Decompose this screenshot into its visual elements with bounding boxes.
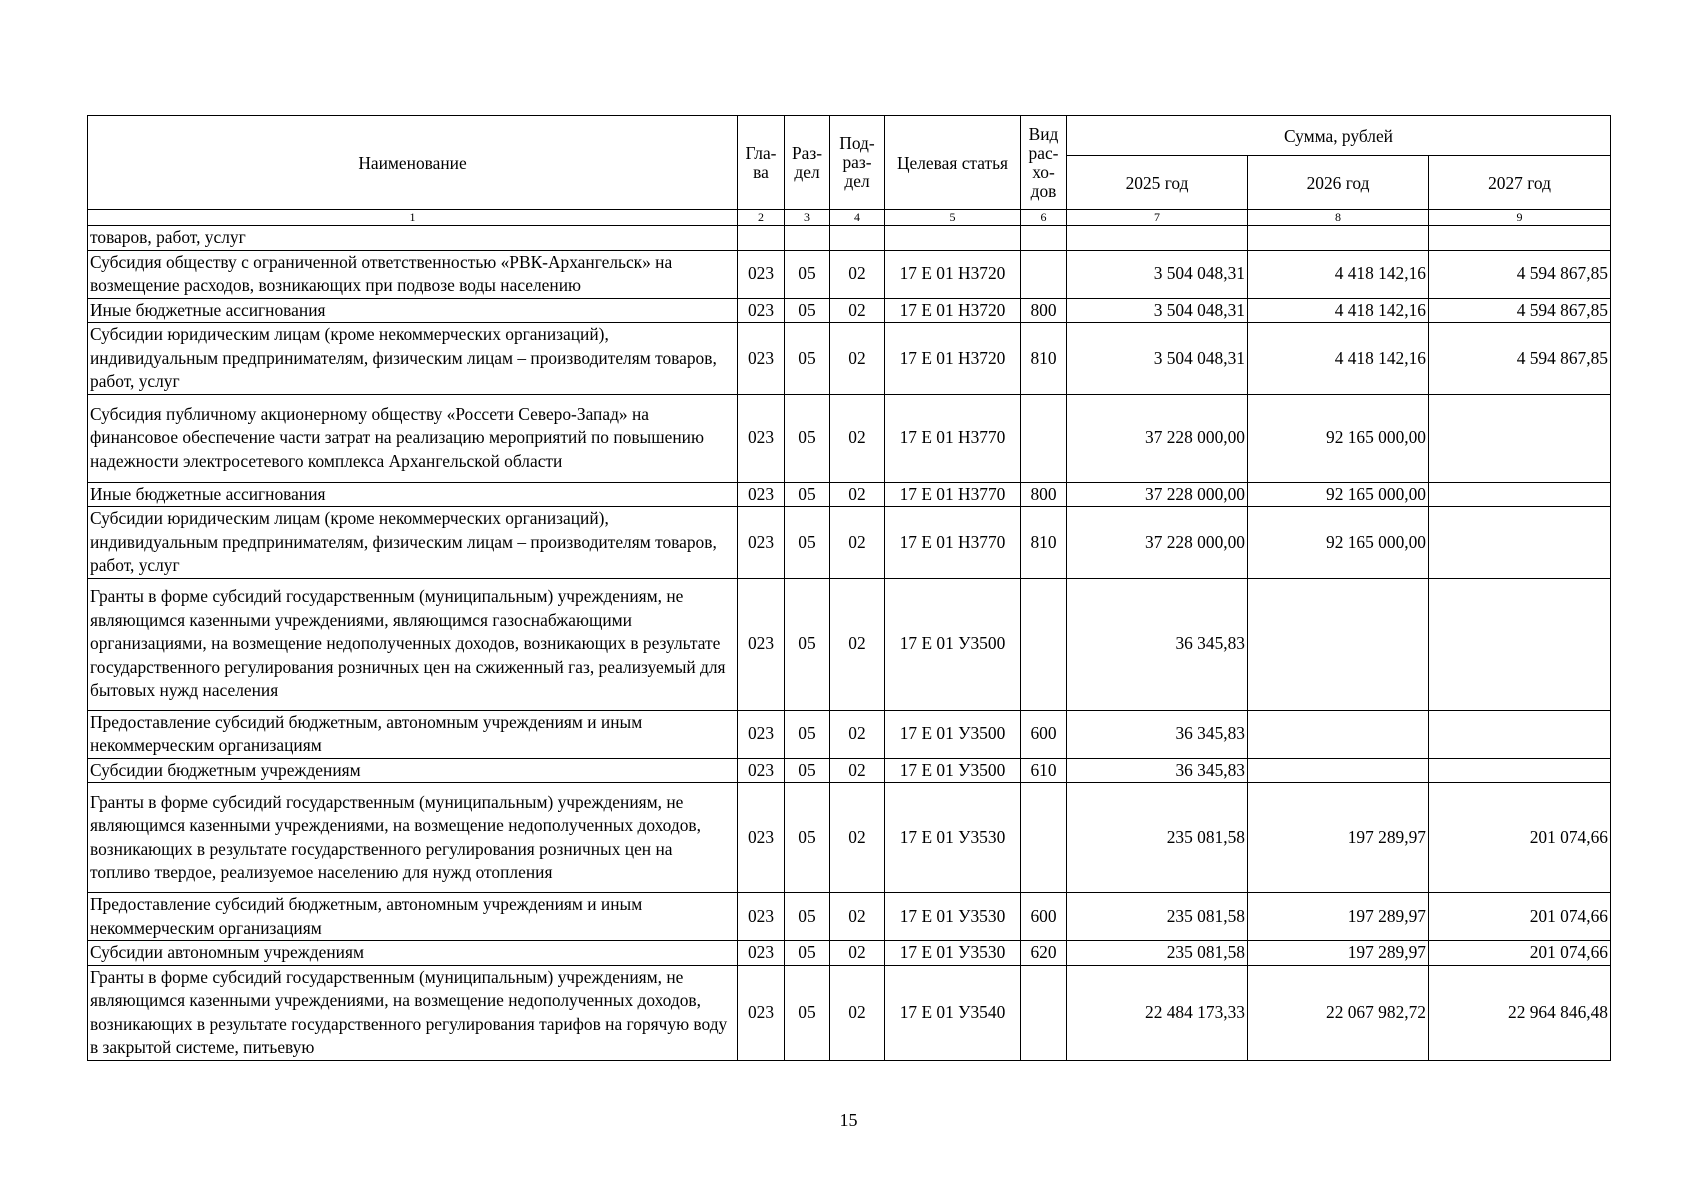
row-sum-2025: 37 228 000,00	[1067, 507, 1248, 579]
row-name: Субсидии бюджетным учреждениям	[88, 758, 738, 783]
row-name: Гранты в форме субсидий государственным (муниципальным) учреждениям, не являющимся казенными учреждениями, являющимся газоснабжающими организациями, на возмещение недополученных доходов, возникающих в результате государственного регулирования розничных цен на сжиженный газ, реализуемый для бытовых нужд населения	[88, 578, 738, 710]
row-glava: 023	[738, 250, 785, 298]
page-number: 15	[839, 1110, 858, 1130]
row-razdel: 05	[785, 758, 830, 783]
row-name: Субсидии автономным учреждениям	[88, 941, 738, 966]
row-sum-2025: 235 081,58	[1067, 893, 1248, 941]
row-celevaya-statya: 17 Е 01 У3500	[885, 578, 1021, 710]
row-celevaya-statya	[885, 226, 1021, 251]
row-razdel: 05	[785, 394, 830, 482]
table-row	[88, 941, 1611, 966]
row-podrazdel: 02	[830, 965, 885, 1060]
row-sum-2026: 4 418 142,16	[1248, 250, 1429, 298]
row-sum-2026	[1248, 710, 1429, 758]
row-sum-2027: 201 074,66	[1429, 893, 1611, 941]
column-number: 6	[1021, 210, 1067, 226]
row-vid-rashodov: 800	[1021, 482, 1067, 507]
row-podrazdel: 02	[830, 507, 885, 579]
row-podrazdel: 02	[830, 783, 885, 893]
row-sum-2026: 4 418 142,16	[1248, 323, 1429, 395]
table-row	[88, 323, 1611, 395]
row-celevaya-statya: 17 Е 01 У3530	[885, 941, 1021, 966]
row-razdel: 05	[785, 250, 830, 298]
row-vid-rashodov: 810	[1021, 323, 1067, 395]
row-celevaya-statya: 17 Е 01 У3540	[885, 965, 1021, 1060]
row-celevaya-statya: 17 Е 01 Н3770	[885, 482, 1021, 507]
row-celevaya-statya: 17 Е 01 У3530	[885, 893, 1021, 941]
row-celevaya-statya: 17 Е 01 У3530	[885, 783, 1021, 893]
row-name: Предоставление субсидий бюджетным, автономным учреждениям и иным некоммерческим организациям	[88, 893, 738, 941]
row-glava: 023	[738, 578, 785, 710]
row-sum-2026	[1248, 578, 1429, 710]
row-sum-2027	[1429, 758, 1611, 783]
row-podrazdel: 02	[830, 710, 885, 758]
row-vid-rashodov: 810	[1021, 507, 1067, 579]
row-name: Субсидии юридическим лицам (кроме некоммерческих организаций), индивидуальным предпринимателям, физическим лицам – производителям товаров, работ, услуг	[88, 507, 738, 579]
row-glava: 023	[738, 710, 785, 758]
table-body	[88, 226, 1611, 1061]
table-row	[88, 893, 1611, 941]
row-sum-2025: 235 081,58	[1067, 783, 1248, 893]
row-sum-2026: 92 165 000,00	[1248, 394, 1429, 482]
row-celevaya-statya: 17 Е 01 Н3720	[885, 298, 1021, 323]
row-name: Гранты в форме субсидий государственным (муниципальным) учреждениям, не являющимся казенными учреждениями, на возмещение недополученных доходов, возникающих в результате государственного регулирования розничных цен на топливо твердое, реализуемое населению для нужд отопления	[88, 783, 738, 893]
row-name: товаров, работ, услуг	[88, 226, 738, 251]
header-year-2027: 2027 год	[1429, 156, 1611, 210]
row-razdel	[785, 226, 830, 251]
row-sum-2027	[1429, 226, 1611, 251]
row-podrazdel	[830, 226, 885, 251]
row-glava: 023	[738, 783, 785, 893]
row-podrazdel: 02	[830, 578, 885, 710]
row-glava: 023	[738, 507, 785, 579]
row-vid-rashodov	[1021, 578, 1067, 710]
row-podrazdel: 02	[830, 941, 885, 966]
row-sum-2027	[1429, 507, 1611, 579]
row-vid-rashodov	[1021, 965, 1067, 1060]
row-celevaya-statya: 17 Е 01 Н3770	[885, 507, 1021, 579]
row-podrazdel: 02	[830, 758, 885, 783]
table-row	[88, 482, 1611, 507]
row-vid-rashodov: 620	[1021, 941, 1067, 966]
row-razdel: 05	[785, 323, 830, 395]
row-name: Субсидии юридическим лицам (кроме некоммерческих организаций), индивидуальным предпринимателям, физическим лицам – производителям товаров, работ, услуг	[88, 323, 738, 395]
row-razdel: 05	[785, 893, 830, 941]
row-razdel: 05	[785, 941, 830, 966]
row-vid-rashodov	[1021, 783, 1067, 893]
row-podrazdel: 02	[830, 323, 885, 395]
row-podrazdel: 02	[830, 482, 885, 507]
row-sum-2026: 22 067 982,72	[1248, 965, 1429, 1060]
table-row	[88, 965, 1611, 1060]
column-number: 2	[738, 210, 785, 226]
header-year-2025: 2025 год	[1067, 156, 1248, 210]
row-sum-2025	[1067, 226, 1248, 251]
row-vid-rashodov	[1021, 394, 1067, 482]
row-sum-2027: 201 074,66	[1429, 941, 1611, 966]
row-sum-2027: 201 074,66	[1429, 783, 1611, 893]
row-sum-2025: 235 081,58	[1067, 941, 1248, 966]
table-row	[88, 507, 1611, 579]
row-celevaya-statya: 17 Е 01 Н3770	[885, 394, 1021, 482]
column-number: 9	[1429, 210, 1611, 226]
row-sum-2027: 4 594 867,85	[1429, 298, 1611, 323]
row-sum-2026: 92 165 000,00	[1248, 482, 1429, 507]
row-glava: 023	[738, 394, 785, 482]
row-vid-rashodov: 600	[1021, 893, 1067, 941]
row-name: Иные бюджетные ассигнования	[88, 482, 738, 507]
row-sum-2026: 92 165 000,00	[1248, 507, 1429, 579]
row-sum-2025: 3 504 048,31	[1067, 323, 1248, 395]
header-glava: Гла-ва	[738, 116, 785, 210]
row-razdel: 05	[785, 783, 830, 893]
row-celevaya-statya: 17 Е 01 Н3720	[885, 250, 1021, 298]
row-celevaya-statya: 17 Е 01 У3500	[885, 710, 1021, 758]
table-row	[88, 710, 1611, 758]
budget-table	[87, 115, 1611, 1061]
table-row	[88, 226, 1611, 251]
row-name: Субсидия публичному акционерному обществу «Россети Северо-Запад» на финансовое обеспечение части затрат на реализацию мероприятий по повышению надежности электросетевого комплекса Архангельской области	[88, 394, 738, 482]
header-summa: Сумма, рублей	[1067, 116, 1611, 156]
row-glava: 023	[738, 941, 785, 966]
column-number: 1	[88, 210, 738, 226]
column-number-row	[88, 210, 1611, 226]
row-sum-2026: 197 289,97	[1248, 783, 1429, 893]
row-sum-2026	[1248, 226, 1429, 251]
row-sum-2025: 3 504 048,31	[1067, 298, 1248, 323]
row-vid-rashodov	[1021, 250, 1067, 298]
table-row	[88, 298, 1611, 323]
row-glava: 023	[738, 298, 785, 323]
row-podrazdel: 02	[830, 298, 885, 323]
header-razdel: Раз-дел	[785, 116, 830, 210]
row-sum-2025: 36 345,83	[1067, 578, 1248, 710]
row-razdel: 05	[785, 710, 830, 758]
row-razdel: 05	[785, 298, 830, 323]
row-sum-2026	[1248, 758, 1429, 783]
column-number: 5	[885, 210, 1021, 226]
header-celevaya-statya: Целевая статья	[885, 116, 1021, 210]
row-razdel: 05	[785, 507, 830, 579]
row-sum-2026: 4 418 142,16	[1248, 298, 1429, 323]
row-sum-2025: 36 345,83	[1067, 758, 1248, 783]
header-podrazdel: Под-раз-дел	[830, 116, 885, 210]
table-row	[88, 783, 1611, 893]
row-sum-2027: 4 594 867,85	[1429, 323, 1611, 395]
table-row	[88, 758, 1611, 783]
row-razdel: 05	[785, 578, 830, 710]
row-glava: 023	[738, 482, 785, 507]
row-celevaya-statya: 17 Е 01 У3500	[885, 758, 1021, 783]
row-sum-2027	[1429, 710, 1611, 758]
row-name: Иные бюджетные ассигнования	[88, 298, 738, 323]
column-number: 7	[1067, 210, 1248, 226]
column-number: 4	[830, 210, 885, 226]
row-glava: 023	[738, 893, 785, 941]
header-name: Наименование	[88, 116, 738, 210]
row-sum-2025: 36 345,83	[1067, 710, 1248, 758]
row-vid-rashodov: 800	[1021, 298, 1067, 323]
row-podrazdel: 02	[830, 250, 885, 298]
row-celevaya-statya: 17 Е 01 Н3720	[885, 323, 1021, 395]
row-sum-2025: 3 504 048,31	[1067, 250, 1248, 298]
table-row	[88, 250, 1611, 298]
row-glava: 023	[738, 758, 785, 783]
row-sum-2026: 197 289,97	[1248, 893, 1429, 941]
row-sum-2026: 197 289,97	[1248, 941, 1429, 966]
column-number: 3	[785, 210, 830, 226]
row-podrazdel: 02	[830, 394, 885, 482]
row-glava: 023	[738, 965, 785, 1060]
row-glava	[738, 226, 785, 251]
row-sum-2025: 37 228 000,00	[1067, 394, 1248, 482]
row-name: Гранты в форме субсидий государственным (муниципальным) учреждениям, не являющимся казенными учреждениями, на возмещение недополученных доходов, возникающих в результате государственного регулирования тарифов на горячую воду в закрытой системе, питьевую	[88, 965, 738, 1060]
row-name: Субсидия обществу с ограниченной ответственностью «РВК-Архангельск» на возмещение расходов, возникающих при подвозе воды населению	[88, 250, 738, 298]
table-row	[88, 578, 1611, 710]
table-row	[88, 394, 1611, 482]
row-podrazdel: 02	[830, 893, 885, 941]
row-name: Предоставление субсидий бюджетным, автономным учреждениям и иным некоммерческим организациям	[88, 710, 738, 758]
row-vid-rashodov: 610	[1021, 758, 1067, 783]
row-sum-2025: 22 484 173,33	[1067, 965, 1248, 1060]
row-razdel: 05	[785, 965, 830, 1060]
row-sum-2025: 37 228 000,00	[1067, 482, 1248, 507]
row-vid-rashodov	[1021, 226, 1067, 251]
row-sum-2027: 4 594 867,85	[1429, 250, 1611, 298]
header-year-2026: 2026 год	[1248, 156, 1429, 210]
row-vid-rashodov: 600	[1021, 710, 1067, 758]
row-sum-2027	[1429, 482, 1611, 507]
header-vid-rashodov: Вид рас-хо-дов	[1021, 116, 1067, 210]
row-razdel: 05	[785, 482, 830, 507]
column-number: 8	[1248, 210, 1429, 226]
row-sum-2027: 22 964 846,48	[1429, 965, 1611, 1060]
row-sum-2027	[1429, 394, 1611, 482]
row-glava: 023	[738, 323, 785, 395]
row-sum-2027	[1429, 578, 1611, 710]
